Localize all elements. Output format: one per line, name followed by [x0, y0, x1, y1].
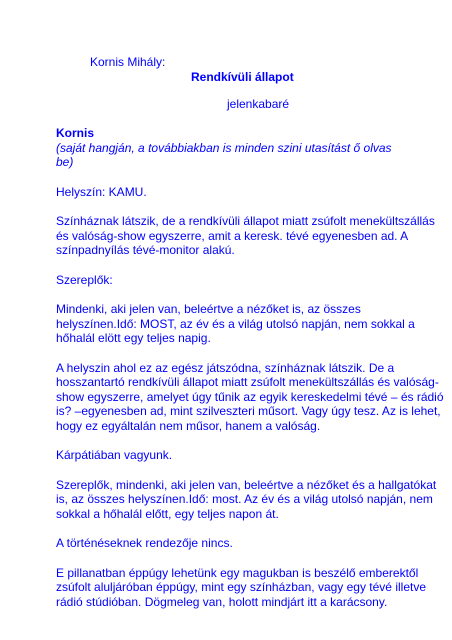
paragraph-line: Szereplők: [56, 272, 113, 287]
paragraph-line: A történéseknek rendezője nincs. [56, 536, 233, 550]
paragraph [56, 302, 415, 346]
speaker-name: Kornis [56, 126, 95, 140]
paragraph-list [56, 184, 444, 610]
paragraph-line: zsúfolt aluljáróban éppúgy, mint egy színházban, vagy egy tévé illetve [56, 580, 426, 594]
paragraph-line: Szereplők, mindenki, aki jelen van, beleértve a nézőket és a hallgatókat [56, 477, 437, 492]
paragraph [56, 214, 435, 258]
paragraph [56, 273, 396, 288]
paragraph-line: is? –egyenesben ad, mint szilveszteri műsort. Vagy úgy tesz. Az is lehet, [56, 404, 441, 418]
paragraph-line: rádió stúdióban. Dögmeleg van, holott mindjárt itt a karácsony. [56, 594, 388, 609]
paragraph [56, 536, 396, 551]
paragraph-line: show egyszerre, amelyet úgy tűnik az egyik kereskedelmi tévé – és rádió [56, 389, 444, 404]
document-genre: jelenkabaré [227, 97, 290, 111]
paragraph [56, 477, 437, 522]
paragraph-line: A helyszin ahol ez az egész játszódna, színháznak látszik. De a [56, 360, 395, 375]
paragraph-line: Helyszín: KAMU. [56, 184, 147, 199]
author-name: Kornis Mihály: [90, 55, 166, 69]
paragraph-line: E pillanatban éppúgy lehetünk egy magukban is beszélő emberektől [56, 565, 419, 580]
document-title: Rendkívüli állapot [191, 70, 294, 84]
paragraph-line: hogy ez egyáltalán nem műsor, hanem a valóság. [56, 418, 321, 433]
paragraph-line: és valóság-show egyszerre, amit a keresk. tévé egyenesben ad. A [56, 228, 409, 243]
paragraph-line: Mindenki, aki jelen van, beleértve a nézőket is, az összes [56, 302, 361, 316]
paragraph-line: Színháznak látszik, de a rendkívüli állapot miatt zsúfolt menekültszállás [56, 214, 435, 228]
paragraph-line: Kárpátiában vagyunk. [56, 448, 173, 462]
paragraph [56, 185, 396, 200]
paragraph-line: helyszínen.Idő: MOST, az év és a világ utolsó napján, nem sokkal a [56, 316, 415, 331]
paragraph [56, 360, 444, 434]
document-body [56, 126, 444, 624]
paragraph-line: színpadnyílás tévé-monitor alakú. [56, 243, 235, 257]
paragraph-line: hosszantartó rendkívüli állapot miatt zsúfolt menekültszállás és valóság- [56, 375, 439, 389]
paragraph-line: is, az összes helyszínen.Idő: most. Az év és a világ utolsó napján, nem [56, 492, 433, 506]
paragraph-line: hőhalál elött egy teljes napig. [56, 331, 211, 345]
paragraph [56, 448, 396, 463]
paragraph-line: sokkal a hőhalál előtt, egy teljes napon át. [56, 506, 279, 521]
stage-direction: (saját hangján, a továbbiakban is minden szini utasítást ő olvas be) [56, 140, 392, 169]
paragraph [56, 565, 426, 610]
